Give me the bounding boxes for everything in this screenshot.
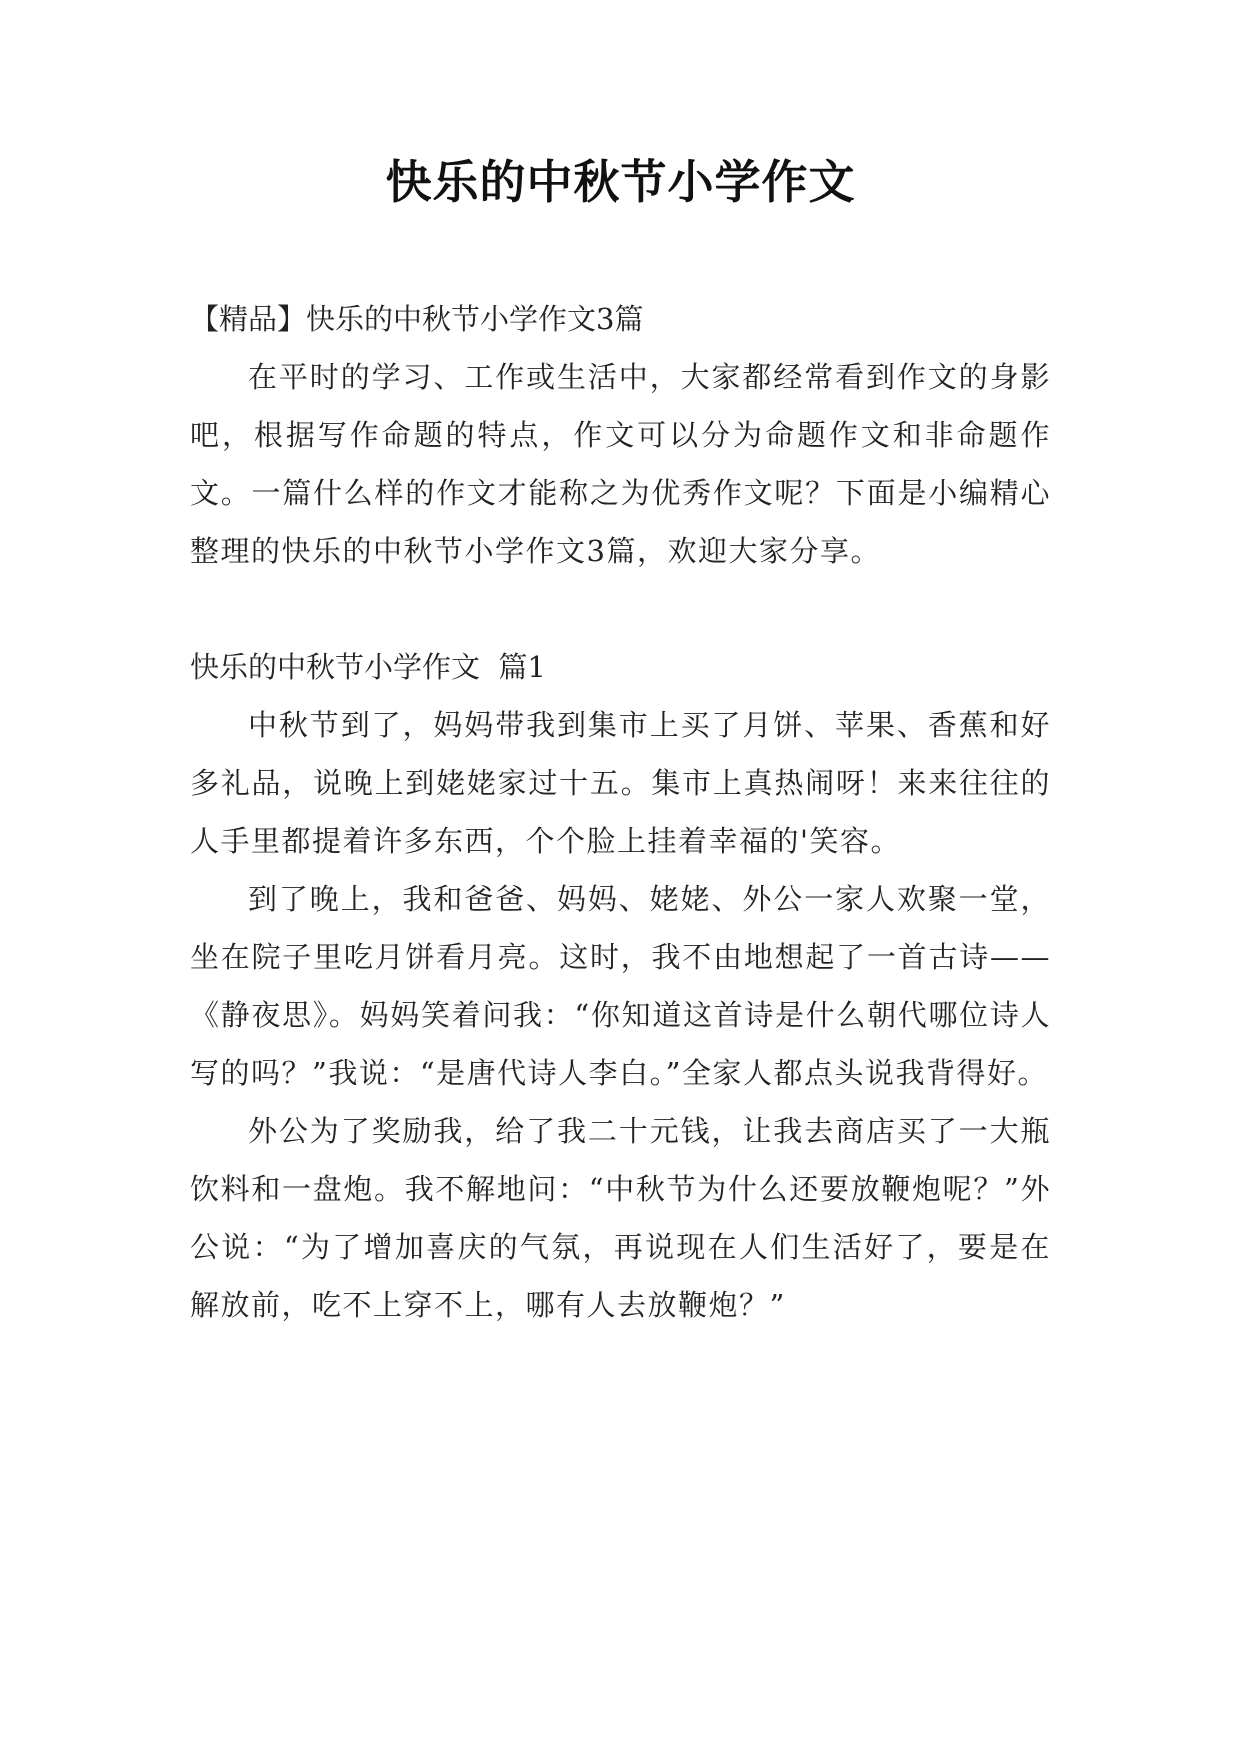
document-subtitle: 【精品】快乐的中秋节小学作文3篇	[190, 302, 644, 336]
section-paragraph: 中秋节到了，妈妈带我到集市上买了月饼、苹果、香蕉和好多礼品，说晚上到姥姥家过十五。集市上真热闹呀！来来往往的人手里都提着许多东西，个个脸上挂着幸福的'笑容。	[190, 708, 1051, 858]
document-title: 快乐的中秋节小学作文	[385, 155, 856, 209]
intro-paragraph: 在平时的学习、工作或生活中，大家都经常看到作文的身影吧，根据写作命题的特点，作文可以分为命题作文和非命题作文。一篇什么样的作文才能称之为优秀作文呢？下面是小编精心整理的快乐的中秋节小学作文3篇，欢迎大家分享。	[190, 360, 1051, 568]
document-body	[190, 290, 1051, 1334]
section-paragraph: 到了晚上，我和爸爸、妈妈、姥姥、外公一家人欢聚一堂，坐在院子里吃月饼看月亮。这时，我不由地想起了一首古诗——《静夜思》。妈妈笑着问我：“你知道这首诗是什么朝代哪位诗人写的吗？”我说：“是唐代诗人李白。”全家人都点头说我背得好。	[190, 882, 1051, 1090]
section-heading: 快乐的中秋节小学作文 篇1	[190, 650, 546, 684]
section-spacer	[190, 580, 1051, 638]
section-paragraph: 外公为了奖励我，给了我二十元钱，让我去商店买了一大瓶饮料和一盘炮。我不解地问：“中秋节为什么还要放鞭炮呢？”外公说：“为了增加喜庆的气氛，再说现在人们生活好了，要是在解放前，吃不上穿不上，哪有人去放鞭炮？”	[190, 1114, 1051, 1322]
